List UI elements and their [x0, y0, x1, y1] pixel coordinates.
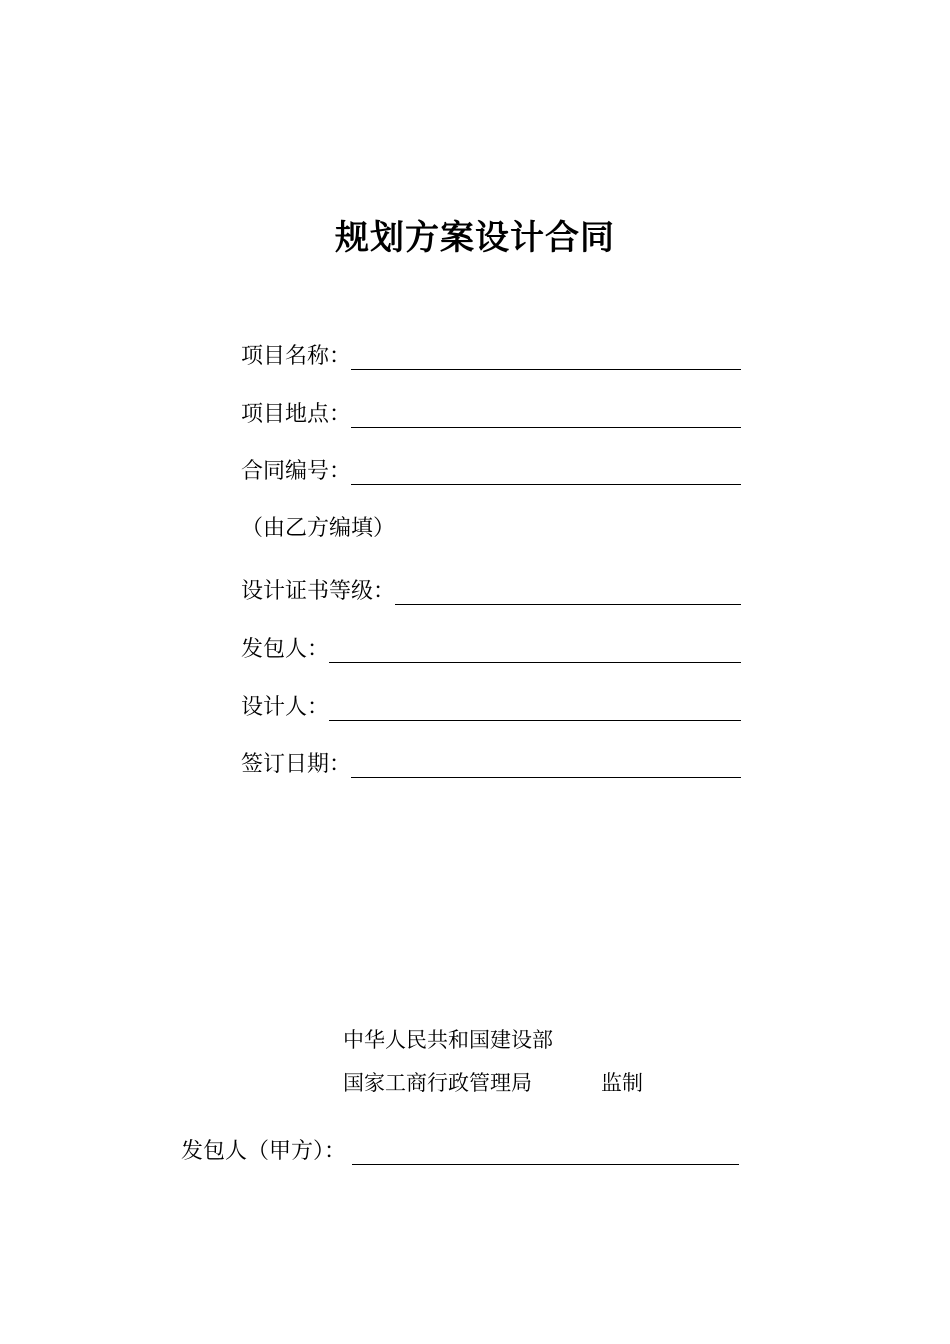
project-name-field [241, 342, 741, 372]
signing-date-field [241, 750, 741, 780]
document-title: 规划方案设计合同 [335, 218, 615, 258]
supervise-label: 监制 [601, 1071, 643, 1095]
signing-date-blank[interactable] [351, 753, 741, 778]
designer-field [241, 693, 741, 723]
contract-number-note: （由乙方编填） [241, 516, 396, 541]
project-location-blank[interactable] [351, 403, 741, 428]
client-blank[interactable] [329, 638, 741, 663]
project-name-blank[interactable] [351, 345, 741, 370]
certificate-grade-label: 设计证书等级： [241, 579, 396, 604]
issuer-ministry: 中华人民共和国建设部 [343, 1028, 553, 1052]
client-field [241, 635, 741, 665]
client-label: 发包人： [241, 637, 330, 662]
contract-number-label: 合同编号： [241, 459, 352, 484]
designer-blank[interactable] [329, 696, 741, 721]
issuer-administration: 国家工商行政管理局 [343, 1071, 532, 1095]
party-a-label: 发包人（甲方）： [181, 1139, 347, 1164]
project-location-label: 项目地点： [241, 402, 352, 427]
designer-label: 设计人： [241, 695, 330, 720]
project-name-label: 项目名称： [241, 344, 352, 369]
contract-number-blank[interactable] [351, 460, 741, 485]
signing-date-label: 签订日期： [241, 752, 352, 777]
party-a-field [181, 1137, 739, 1167]
certificate-grade-blank[interactable] [395, 580, 741, 605]
project-location-field [241, 400, 741, 430]
contract-number-field [241, 457, 741, 487]
party-a-blank[interactable] [352, 1140, 739, 1165]
certificate-grade-field [241, 577, 741, 607]
